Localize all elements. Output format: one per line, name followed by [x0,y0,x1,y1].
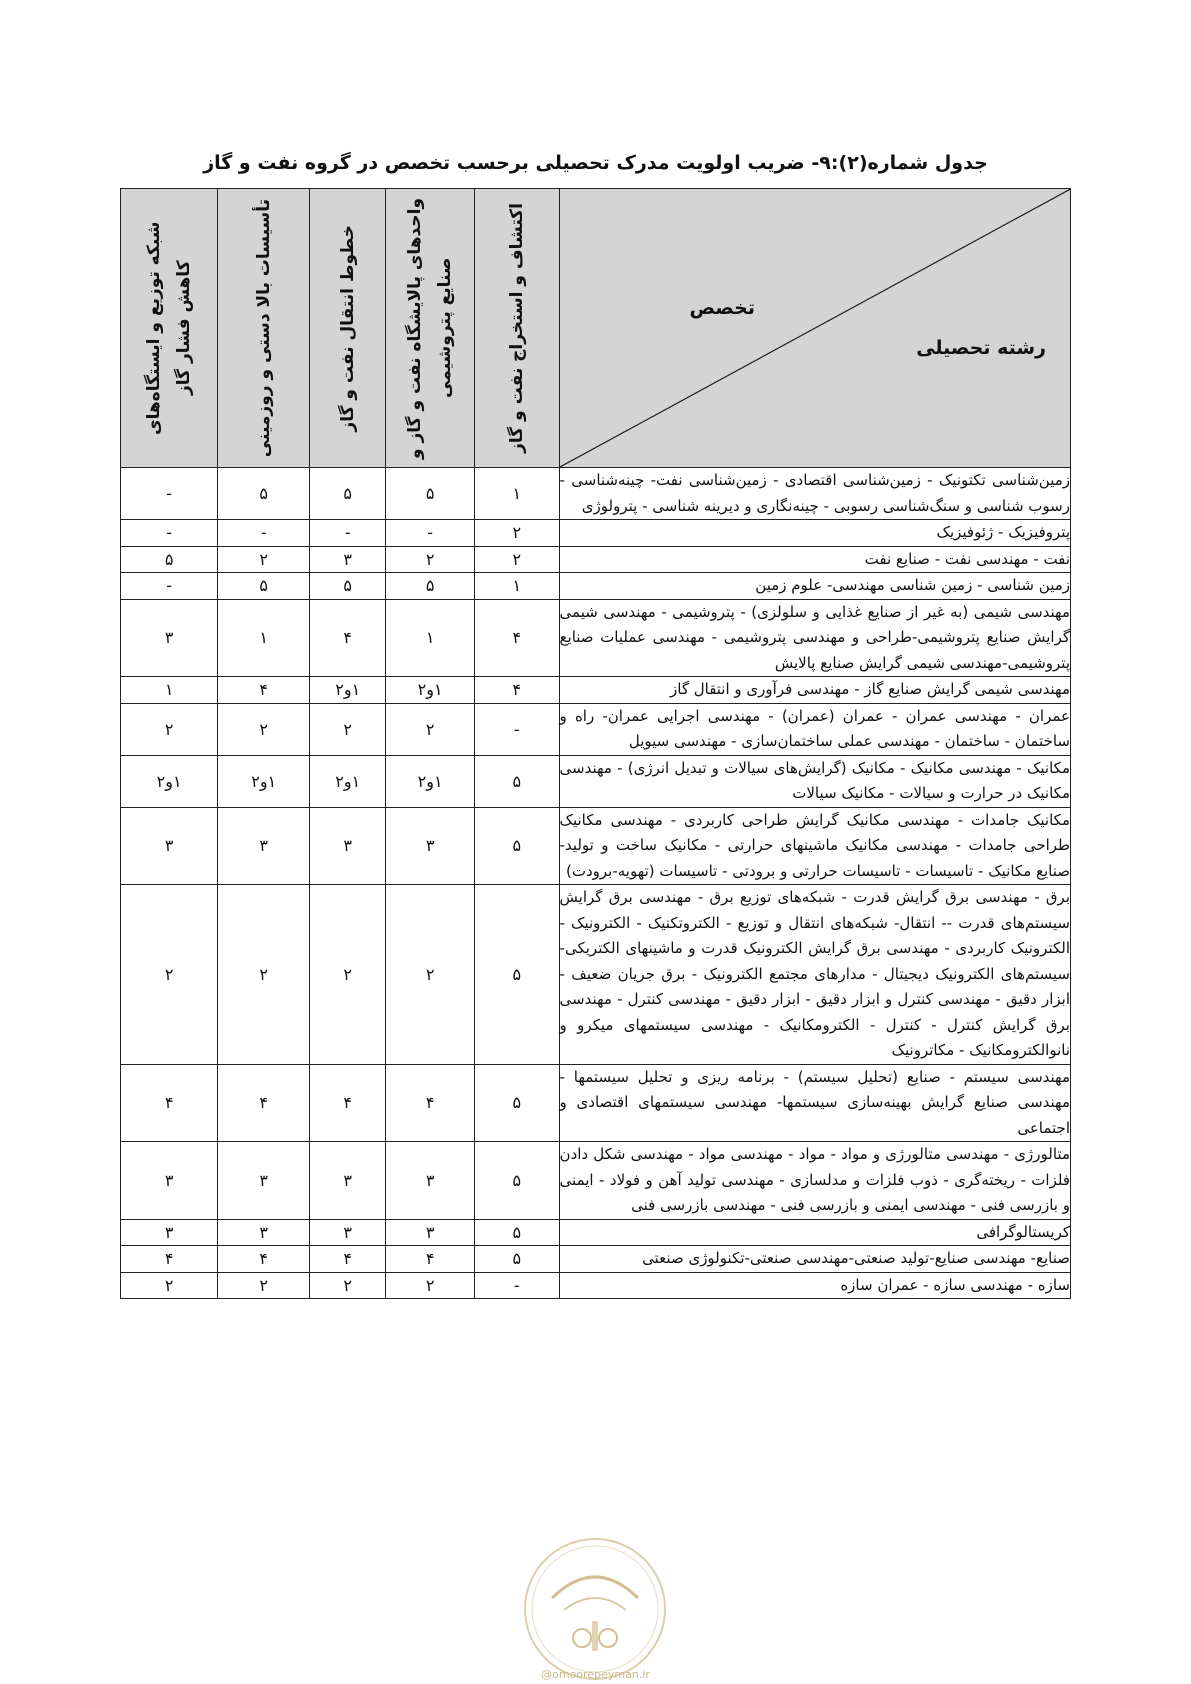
table-row [121,573,1071,600]
value-upstream-cell: ۳ [218,1142,310,1220]
corner-header-cell [559,189,1070,468]
table-row [121,703,1071,755]
value-gas-network-cell: - [121,573,218,600]
field-of-study-cell: صنایع- مهندسی صنایع-تولید صنعتی-مهندسی صنعتی-تکنولوژی صنعتی [559,1246,1070,1273]
value-upstream-cell: ۲ [218,885,310,1065]
value-exploration-cell: ۴ [475,677,560,704]
value-exploration-cell: ۵ [475,1142,560,1220]
header-row [121,189,1071,468]
value-refinery-cell: ۱و۲ [386,755,475,807]
value-exploration-cell: ۲ [475,520,560,547]
value-pipelines-cell: ۲ [310,703,386,755]
value-refinery-cell: ۱و۲ [386,677,475,704]
value-gas-network-cell: ۳ [121,807,218,885]
table-row [121,885,1071,1065]
value-refinery-cell: ۵ [386,573,475,600]
column-header-refinery [386,189,475,468]
value-refinery-cell: ۳ [386,1142,475,1220]
corner-field-label: رشته تحصیلی [916,337,1046,359]
column-header-gas-network [121,189,218,468]
value-pipelines-cell: ۵ [310,468,386,520]
value-pipelines-cell: ۲ [310,885,386,1065]
value-exploration-cell: ۵ [475,885,560,1065]
table-row [121,807,1071,885]
table-row [121,755,1071,807]
column-header-label: شبکه توزیع و ایستگاه‌های کاهش فشار گاز [144,221,195,435]
corner-specialty-label: تخصص [689,297,755,319]
table-row [121,1272,1071,1299]
column-header-label: تأسیسات بالا دستی و روزمینی [253,198,274,458]
field-of-study-cell: مهندسی شیمی گرایش صنایع گاز - مهندسی فرآوری و انتقال گاز [559,677,1070,704]
value-upstream-cell: ۲ [218,703,310,755]
value-pipelines-cell: ۳ [310,546,386,573]
value-refinery-cell: ۲ [386,703,475,755]
value-upstream-cell: ۴ [218,1246,310,1273]
value-gas-network-cell: ۱ [121,677,218,704]
value-gas-network-cell: ۴ [121,1064,218,1142]
value-upstream-cell: ۱ [218,599,310,677]
column-header-label: اکتشاف و استخراج نفت و گاز [506,203,527,453]
value-upstream-cell: - [218,520,310,547]
value-pipelines-cell: ۱و۲ [310,677,386,704]
value-upstream-cell: ۴ [218,677,310,704]
value-gas-network-cell: ۴ [121,1246,218,1273]
value-gas-network-cell: ۳ [121,599,218,677]
value-refinery-cell: ۲ [386,1272,475,1299]
table-row [121,468,1071,520]
table-row [121,1219,1071,1246]
field-of-study-cell: نفت - مهندسی نفت - صنایع نفت [559,546,1070,573]
value-upstream-cell: ۳ [218,1219,310,1246]
value-refinery-cell: ۵ [386,468,475,520]
value-gas-network-cell: ۱و۲ [121,755,218,807]
value-refinery-cell: - [386,520,475,547]
value-exploration-cell: ۵ [475,1064,560,1142]
column-header-label: واحدهای پالایشگاه نفت و گاز و صنایع پتروشیمی [405,197,456,459]
value-pipelines-cell: ۴ [310,599,386,677]
value-upstream-cell: ۱و۲ [218,755,310,807]
field-of-study-cell: مهندسی شیمی (به غیر از صنایع غذایی و سلولزی) - پتروشیمی - مهندسی شیمی گرایش صنایع پتروشیمی-طراحی و مهندسی پتروشیمی - مهندسی عملیات صنایع پتروشیمی-مهندسی شیمی گرایش صنایع پالایش [559,599,1070,677]
field-of-study-cell: کریستالوگرافی [559,1219,1070,1246]
value-refinery-cell: ۲ [386,885,475,1065]
value-refinery-cell: ۲ [386,546,475,573]
field-of-study-cell: مکانیک جامدات - مهندسی مکانیک گرایش طراحی کاربردی - مهندسی مکانیک طراحی جامدات - مهندسی مکانیک ماشینهای حرارتی - مکانیک ساخت و تولید-صنایع مکانیک - تاسیسات - تاسیسات حرارتی و برودتی - تاسیسات (تهویه-برودت) [559,807,1070,885]
field-of-study-cell: متالورژی - مهندسی متالورژی و مواد - مواد - مهندسی مواد - مهندسی شکل دادن فلزات - ریخته‌گری - ذوب فلزات و مدلسازی - مهندسی تولید آهن و فولاد - ایمنی و بازرسی فنی - مهندسی ایمنی و بازرسی فنی - مهندسی بازرسی فنی [559,1142,1070,1220]
field-of-study-cell: عمران - مهندسی عمران - عمران (عمران) - مهندسی اجرایی عمران- راه و ساختمان - ساختمان - مهندسی عملی ساختمان‌سازی - مهندسی سیویل [559,703,1070,755]
value-pipelines-cell: ۲ [310,1272,386,1299]
column-header-label: خطوط انتقال نفت و گاز [337,224,358,432]
value-upstream-cell: ۲ [218,546,310,573]
value-exploration-cell: ۵ [475,807,560,885]
value-refinery-cell: ۴ [386,1246,475,1273]
field-of-study-cell: زمین‌شناسی تکتونیک - زمین‌شناسی اقتصادی - زمین‌شناسی نفت- چینه‌شناسی - رسوب شناسی و سنگ‌شناسی رسوبی - چینه‌نگاری و دیرینه شناسی - پترولوژی [559,468,1070,520]
field-of-study-cell: برق - مهندسی برق گرایش قدرت - شبکه‌های توزیع برق - مهندسی برق گرایش سیستم‌های قدرت -- انتقال- شبکه‌های انتقال و توزیع - الکتروتکنیک - الکترونیک - الکترونیک کاربردی - مهندسی برق گرایش الکترونیک قدرت و ماشینهای الکتریکی-سیستم‌های الکترونیک دیجیتال - مدارهای مجتمع الکترونیک - برق جریان ضعیف - ابزار دقیق - مهندسی کنترل و ابزار دقیق - ابزار دقیق - مهندسی کنترل - مهندسی برق گرایش کنترل - کنترل - الکترومکانیک - مهندسی سیستمهای میکرو و نانوالکترومکانیک - مکاترونیک [559,885,1070,1065]
value-pipelines-cell: ۱و۲ [310,755,386,807]
field-of-study-cell: مهندسی سیستم - صنایع (تحلیل سیستم) - برنامه ریزی و تحلیل سیستمها - مهندسی صنایع گرایش بهینه‌سازی سیستمها- مهندسی سیستمهای اقتصادی و اجتماعی [559,1064,1070,1142]
value-exploration-cell: ۱ [475,468,560,520]
table-body [121,468,1071,1299]
value-refinery-cell: ۱ [386,599,475,677]
value-refinery-cell: ۳ [386,1219,475,1246]
value-exploration-cell: ۵ [475,1246,560,1273]
table-row [121,520,1071,547]
field-of-study-cell: سازه - مهندسی سازه - عمران سازه [559,1272,1070,1299]
value-pipelines-cell: ۴ [310,1064,386,1142]
omoorepeyman-logo-watermark [522,1536,668,1682]
value-gas-network-cell: ۲ [121,1272,218,1299]
value-upstream-cell: ۵ [218,573,310,600]
value-refinery-cell: ۳ [386,807,475,885]
value-gas-network-cell: - [121,520,218,547]
value-pipelines-cell: ۳ [310,807,386,885]
watermark-handle: @omoorepeyman.ir [541,1668,650,1681]
value-exploration-cell: - [475,1272,560,1299]
value-pipelines-cell: ۵ [310,573,386,600]
table-row [121,1142,1071,1220]
table-row [121,599,1071,677]
value-exploration-cell: ۵ [475,1219,560,1246]
value-gas-network-cell: ۲ [121,703,218,755]
value-upstream-cell: ۳ [218,807,310,885]
value-exploration-cell: ۲ [475,546,560,573]
value-exploration-cell: ۵ [475,755,560,807]
value-pipelines-cell: ۴ [310,1246,386,1273]
priority-table [120,188,1071,1299]
value-gas-network-cell: - [121,468,218,520]
field-of-study-cell: پتروفیزیک - ژئوفیزیک [559,520,1070,547]
table-row [121,1246,1071,1273]
value-upstream-cell: ۲ [218,1272,310,1299]
value-gas-network-cell: ۲ [121,885,218,1065]
value-gas-network-cell: ۵ [121,546,218,573]
value-upstream-cell: ۴ [218,1064,310,1142]
column-header-upstream [218,189,310,468]
value-refinery-cell: ۴ [386,1064,475,1142]
value-exploration-cell: - [475,703,560,755]
field-of-study-cell: زمین شناسی - زمین شناسی مهندسی- علوم زمین [559,573,1070,600]
value-upstream-cell: ۵ [218,468,310,520]
value-pipelines-cell: ۳ [310,1142,386,1220]
column-header-pipelines [310,189,386,468]
table-row [121,1064,1071,1142]
diagonal-divider [560,189,1070,467]
value-exploration-cell: ۴ [475,599,560,677]
column-header-exploration [475,189,560,468]
field-of-study-cell: مکانیک - مهندسی مکانیک - مکانیک (گرایش‌های سیالات و تبدیل انرژی) - مهندسی مکانیک در حرارت و سیالات - مکانیک سیالات [559,755,1070,807]
value-gas-network-cell: ۳ [121,1142,218,1220]
value-exploration-cell: ۱ [475,573,560,600]
value-pipelines-cell: - [310,520,386,547]
table-row [121,677,1071,704]
table-row [121,546,1071,573]
table-title: جدول شماره(۲):۹- ضریب اولویت مدرک تحصیلی برحسب تخصص در گروه نفت و گاز [203,152,988,174]
value-pipelines-cell: ۳ [310,1219,386,1246]
value-gas-network-cell: ۳ [121,1219,218,1246]
